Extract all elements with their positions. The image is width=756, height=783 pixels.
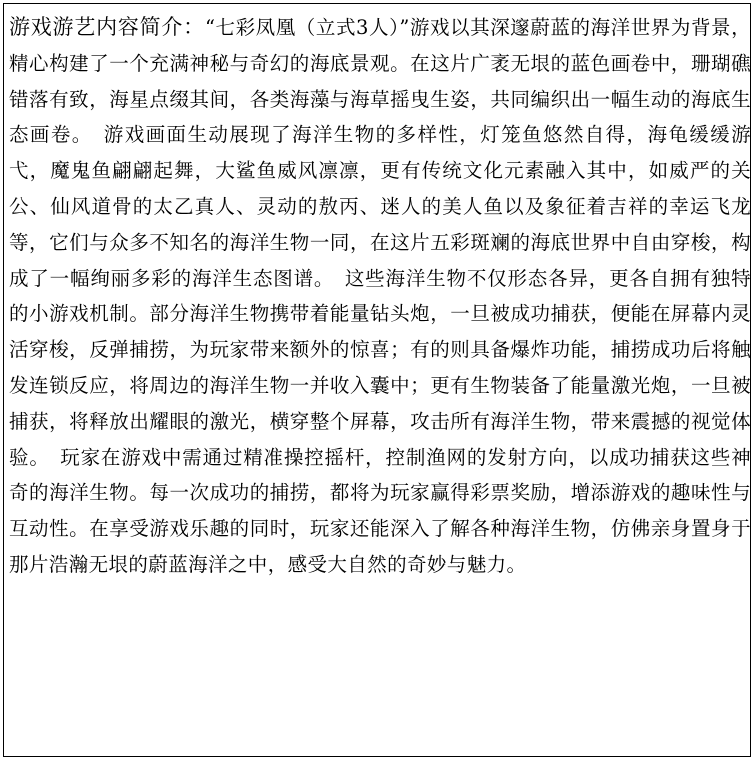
document-title: 游戏游艺内容简介： <box>9 15 205 39</box>
document-body: “七彩凤凰（立式3人）”游戏以其深邃蔚蓝的海洋世界为背景，精心构建了一个充满神秘与奇幻的海底景观。在这片广袤无垠的蓝色画卷中，珊瑚礁错落有致，海星点缀其间，各类海藻与海草摇曳生姿，共同编织出一幅生动的海底生态画卷。 游戏画面生动展现了海洋生物的多样性，灯笼鱼悠然自得，海龟缓缓游弋，魔鬼鱼翩翩起舞，大鲨鱼威风凛凛，更有传统文化元素融入其中，如威严的关公、仙风道骨的太乙真人、灵动的敖丙、迷人的美人鱼以及象征着吉祥的幸运飞龙等，它们与众多不知名的海洋生物一同，在这片五彩斑斓的海底世界中自由穿梭，构成了一幅绚丽多彩的海洋生态图谱。 这些海洋生物不仅形态各异，更各自拥有独特的小游戏机制。部分海洋生物携带着能量钻头炮，一旦被成功捕获，便能在屏幕内灵活穿梭，反弹捕捞，为玩家带来额外的惊喜；有的则具备爆炸功能，捕捞成功后将触发连锁反应，将周边的海洋生物一并收入囊中；更有生物装备了能量激光炮，一旦被捕获，将释放出耀眼的激光，横穿整个屏幕，攻击所有海洋生物，带来震撼的视觉体验。 玩家在游戏中需通过精准操控摇杆，控制渔网的发射方向，以成功捕获这些神奇的海洋生物。每一次成功的捕捞，都将为玩家赢得彩票奖励，增添游戏的趣味性与互动性。在享受游戏乐趣的同时，玩家还能深入了解各种海洋生物，仿佛亲身置身于那片浩瀚无垠的蔚蓝海洋之中，感受大自然的奇妙与魅力。 <box>9 16 751 576</box>
document-paragraph <box>9 10 751 583</box>
